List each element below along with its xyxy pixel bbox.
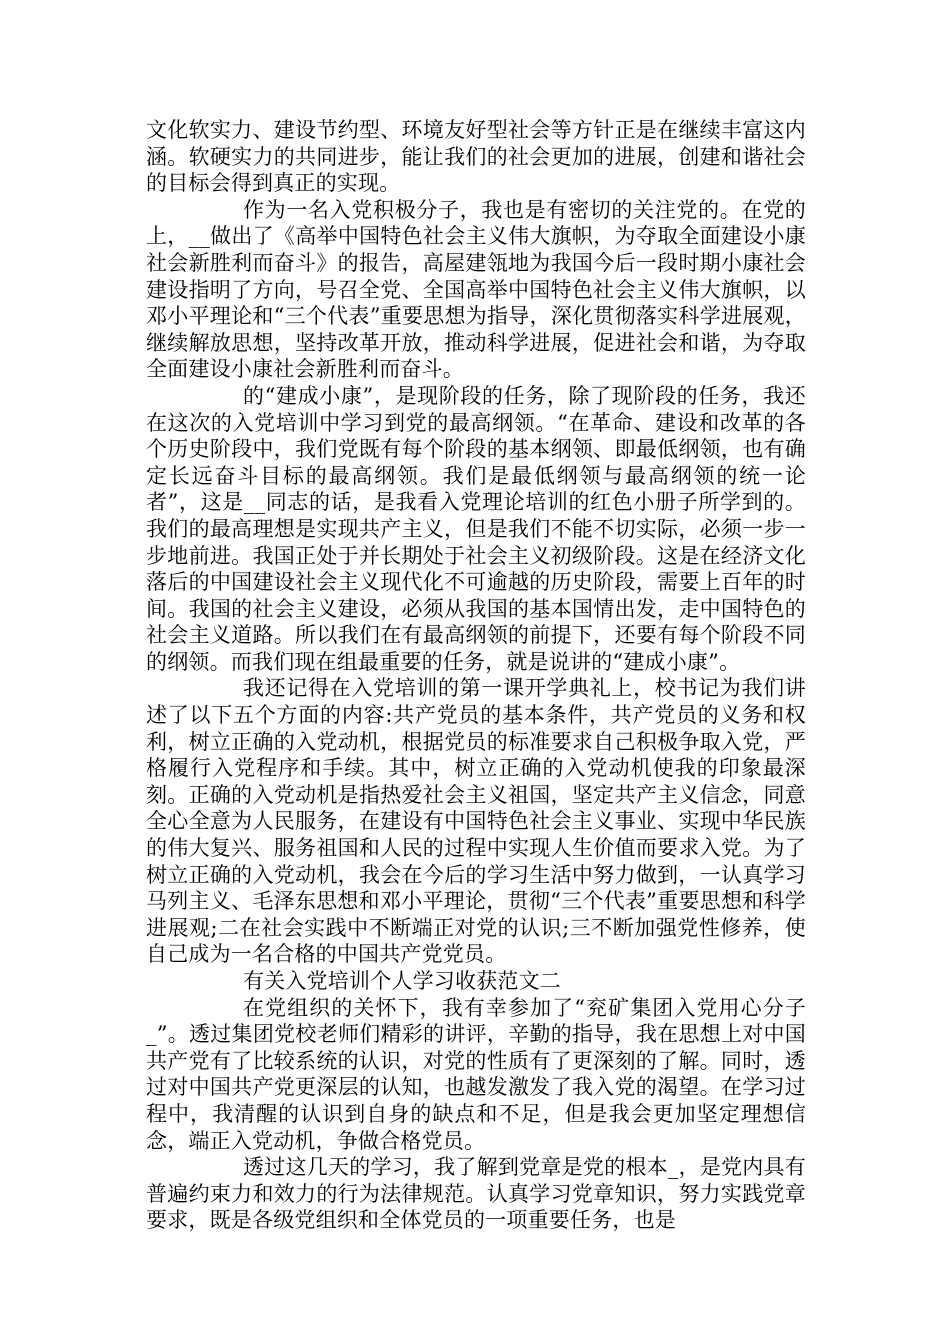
paragraph-1: 文化软实力、建设节约型、环境友好型社会等方针正是在继续丰富这内涵。软硬实力的共同进步，能让我们的社会更加的进展，创建和谐社会的目标会得到真正的实现。 <box>146 118 806 196</box>
section-heading: 有关入党培训个人学习收获范文二 <box>243 969 561 993</box>
paragraph-4: 我还记得在入党培训的第一课开学典礼上，校书记为我们讲述了以下五个方面的内容:共产党员的基本条件，共产党员的义务和权利，树立正确的入党动机，根据党员的标准要求自己积极争取入党，严格履行入党程序和手续。其中，树立正确的入党动机使我的印象最深刻。正确的入党动机是指热爱社会主义祖国，坚定共产主义信念，同意全心全意为人民服务，在建设有中国特色社会主义事业、实现中华民族的伟大复兴、服务祖国和人民的过程中实现人生价值而要求入党。为了树立正确的入党动机，我会在今后的学习生活中努力做到，一认真学习马列主义、毛泽东思想和邓小平理论，贯彻“三个代表”重要思想和科学进展观;二在社会实践中不断端正对党的认识;三不断加强党性修养，使自己成为一名合格的中国共产党党员。 <box>146 676 806 967</box>
document-page <box>146 117 806 1234</box>
paragraph-2: 作为一名入党积极分子，我也是有密切的关注党的。在党的上，__做出了《高举中国特色社会主义伟大旗帜，为夺取全面建设小康社会新胜利而奋斗》的报告，高屋建瓴地为我国今后一段时期小康社会建设指明了方向，号召全党、全国高举中国特色社会主义伟大旗帜，以邓小平理论和“三个代表”重要思想为指导，深化贯彻落实科学进展观，继续解放思想，坚持改革开放，推动科学进展，促进社会和谐，为夺取全面建设小康社会新胜利而奋斗。 <box>146 197 806 382</box>
paragraph-6: 透过这几天的学习，我了解到党章是党的根本_，是党内具有普遍约束力和效力的行为法律规范。认真学习党章知识，努力实践党章要求，既是各级党组织和全体党员的一项重要任务，也是 <box>146 1155 806 1233</box>
paragraph-3: 的“建成小康”，是现阶段的任务，除了现阶段的任务，我还在这次的入党培训中学习到党的最高纲领。“在革命、建设和改革的各个历史阶段中，我们党既有每个阶段的基本纲领、即最低纲领，也有确定长远奋斗目标的最高纲领。我们是最低纲领与最高纲领的统一论者”，这是__同志的话，是我看入党理论培训的红色小册子所学到的。我们的最高理想是实现共产主义，但是我们不能不切实际，必须一步一步地前进。我国正处于并长期处于社会主义初级阶段。这是在经济文化落后的中国建设社会主义现代化不可逾越的历史阶段，需要上百年的时间。我国的社会主义建设，必须从我国的基本国情出发，走中国特色的社会主义道路。所以我们在有最高纲领的前提下，还要有每个阶段不同的纲领。而我们现在组最重要的任务，就是说讲的“建成小康”。 <box>146 383 806 674</box>
paragraph-5: 在党组织的关怀下，我有幸参加了“兖矿集团入党用心分子_”。透过集团党校老师们精彩的讲评，辛勤的指导，我在思想上对中国共产党有了比较系统的认识，对党的性质有了更深刻的了解。同时，透过对中国共产党更深层的认知，也越发激发了我入党的渴望。在学习过程中，我清醒的认识到自身的缺点和不足，但是我会更加坚定理想信念，端正入党动机，争做合格党员。 <box>146 995 806 1153</box>
